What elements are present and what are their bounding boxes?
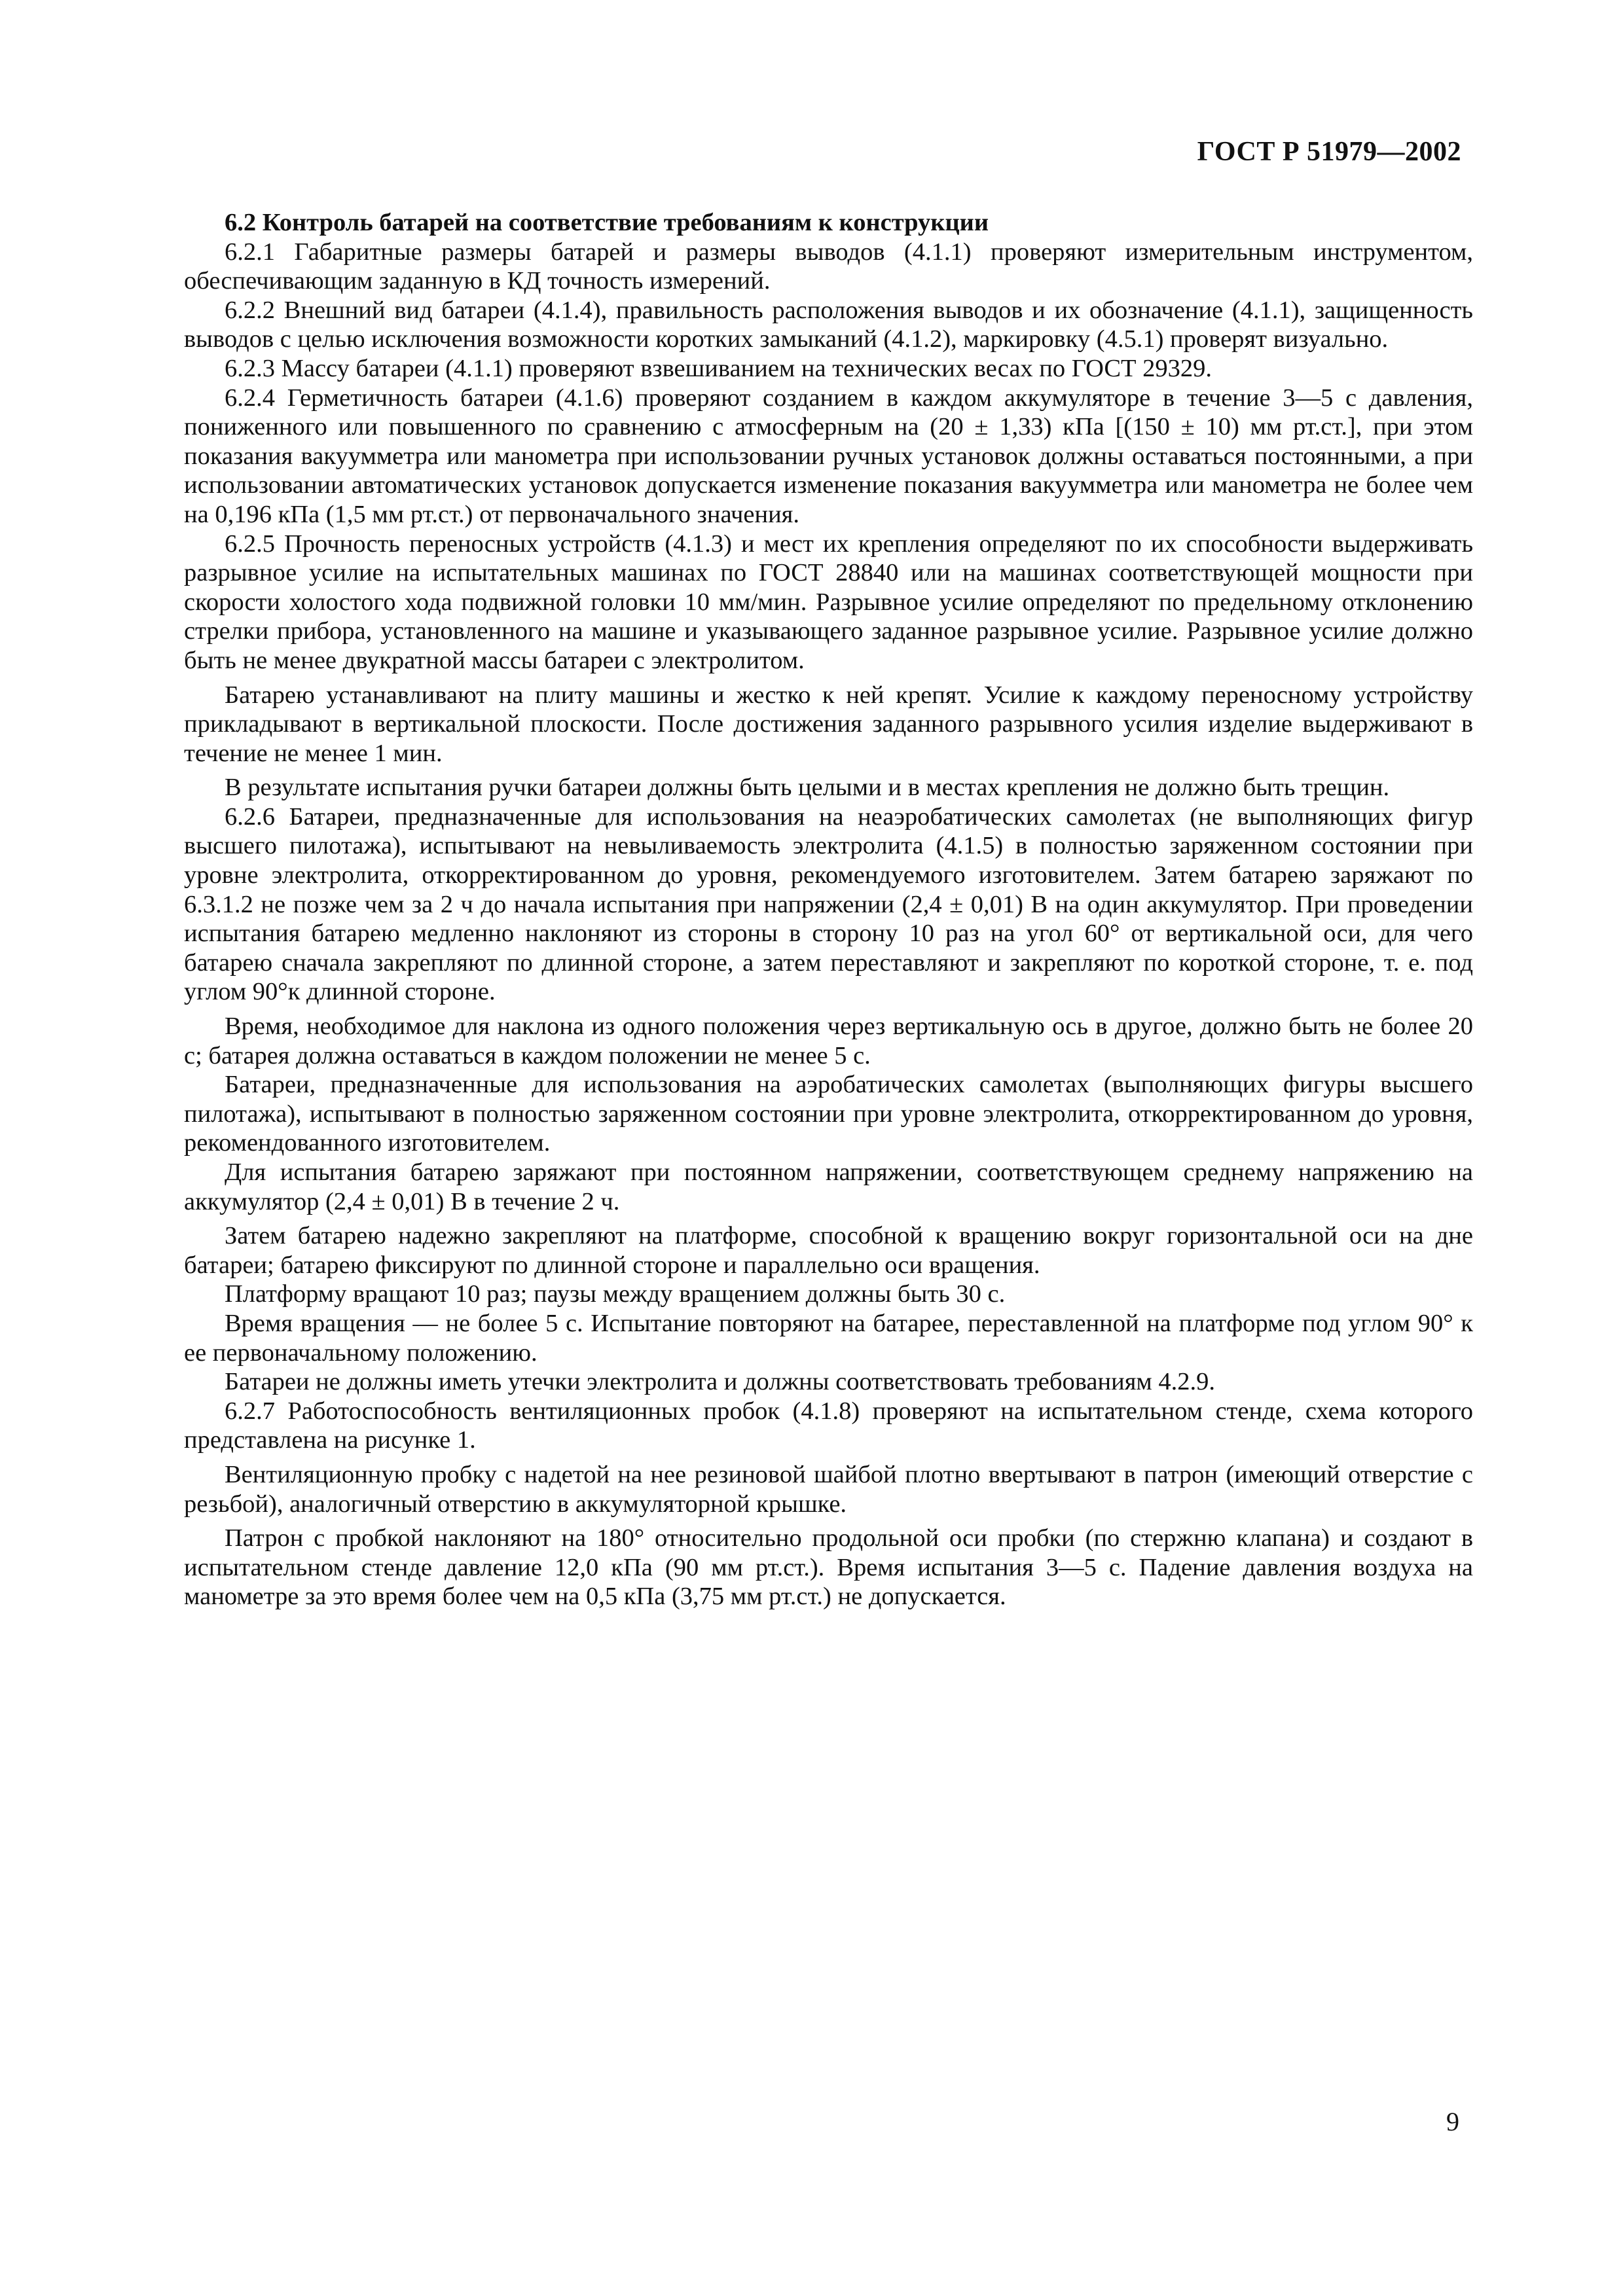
paragraph-6-2-6: 6.2.6 Батареи, предназначенные для использования на неаэробатических самолетах (не выполняющих фигур высшего пилотажа), испытывают на невыливаемость электролита (4.1.5) в полностью заряженном состоянии при уровне электролита, откорректированном до уровня, рекомендуемого изготовителем. Затем батарею заряжают по 6.3.1.2 не позже чем за 2 ч до начала испытания при напряжении (2,4 ± 0,01) В на один аккумулятор. При проведении испытания батарею медленно наклоняют из стороны в сторону 10 раз на угол 60° от вертикальной оси, для чего батарею сначала закрепляют по длинной стороне, а затем переставляют и закрепляют по короткой стороне, т. е. под углом 90°к длинной стороне. — [184, 802, 1473, 1006]
paragraph-6-2-3: 6.2.3 Массу батареи (4.1.1) проверяют взвешиванием на технических весах по ГОСТ 29329. — [225, 354, 1213, 382]
paragraph-6-2-5: 6.2.5 Прочность переносных устройств (4.1.3) и мест их крепления определяют по их способности выдерживать разрывное усилие на испытательных машинах по ГОСТ 28840 или на машинах соответствующей мощности при скорости холостого хода подвижной головки 10 мм/мин. Разрывное усилие определяют по предельному отклонению стрелки прибора, установленного на машине и указывающего заданное разрывное усилие. Разрывное усилие должно быть не менее двукратной массы батареи с электролитом. — [184, 529, 1473, 674]
paragraph-6-2-6-rotation: Платформу вращают 10 раз; паузы между вращением должны быть 30 с. — [225, 1280, 1006, 1308]
paragraph-6-2-6-aerobatic: Батареи, предназначенные для использования на аэробатических самолетах (выполняющих фигуры высшего пилотажа), испытывают в полностью заряженном состоянии при уровне электролита, откорректированном до уровня, рекомендованного изготовителем. — [184, 1071, 1473, 1157]
paragraph-6-2-7-plug: Вентиляционную пробку с надетой на нее резиновой шайбой плотно ввертывают в патрон (имеющий отверстие с резьбой), аналогичный отверстию в аккумуляторной крышке. — [184, 1460, 1473, 1518]
document-code-header: ГОСТ Р 51979—2002 — [1197, 137, 1461, 167]
paragraph-6-2-7-test: Патрон с пробкой наклоняют на 180° относительно продольной оси пробки (по стержню клапана) и создают в испытательном стенде давление 12,0 кПа (90 мм рт.ст.). Время испытания 3—5 с. Падение давления воздуха на манометре за это время более чем на 0,5 кПа (3,75 мм рт.ст.) не допускается. — [184, 1524, 1473, 1611]
paragraph-6-2-6-charge: Для испытания батарею заряжают при постоянном напряжении, соответствующем среднему напряжению на аккумулятор (2,4 ± 0,01) В в течение 2 ч. — [184, 1158, 1473, 1215]
paragraph-6-2-5-result: В результате испытания ручки батареи должны быть целыми и в местах крепления не должно быть трещин. — [225, 774, 1390, 802]
paragraph-6-2-6-platform: Затем батарею надежно закрепляют на платформе, способной к вращению вокруг горизонтальной оси на дне батареи; батарею фиксируют по длинной стороне и параллельно оси вращения. — [184, 1222, 1473, 1279]
paragraph-6-2-6-leakage: Батареи не должны иметь утечки электролита и должны соответствовать требованиям 4.2.9. — [225, 1368, 1216, 1396]
paragraph-6-2-7: 6.2.7 Работоспособность вентиляционных пробок (4.1.8) проверяют на испытательном стенде, схема которого представлена на рисунке 1. — [184, 1397, 1473, 1454]
paragraph-6-2-1: 6.2.1 Габаритные размеры батарей и размеры выводов (4.1.1) проверяют измерительным инструментом, обеспечивающим заданную в КД точность измерений. — [184, 238, 1473, 295]
paragraph-6-2-5-mounting: Батарею устанавливают на плиту машины и жестко к ней крепят. Усилие к каждому переносному устройству прикладывают в вертикальной плоскости. После достижения заданного разрывного усилия изделие выдерживают в течение не менее 1 мин. — [184, 681, 1473, 767]
paragraph-6-2-6-time: Время, необходимое для наклона из одного положения через вертикальную ось в другое, должно быть не более 20 с; батарея должна оставаться в каждом положении не менее 5 с. — [184, 1013, 1473, 1069]
page-number: 9 — [1446, 2107, 1459, 2136]
document-body — [184, 208, 1473, 1611]
section-heading: 6.2 Контроль батарей на соответствие требованиям к конструкции — [225, 209, 989, 236]
paragraph-6-2-6-rotation-time: Время вращения — не более 5 с. Испытание повторяют на батарее, переставленной на платформе под углом 90° к ее первоначальному положению. — [184, 1309, 1473, 1367]
paragraph-6-2-4: 6.2.4 Герметичность батареи (4.1.6) проверяют созданием в каждом аккумуляторе в течение 3—5 с давления, пониженного или повышенного по сравнению с атмосферным на (20 ± 1,33) кПа [(150 ± 10) мм рт.ст.], при этом показания вакуумметра или манометра при использовании ручных установок должны оставаться постоянными, а при использовании автоматических установок допускается изменение показания вакуумметра или манометра не более чем на 0,196 кПа (1,5 мм рт.ст.) от первоначального значения. — [184, 384, 1473, 528]
paragraph-6-2-2: 6.2.2 Внешний вид батареи (4.1.4), правильность расположения выводов и их обозначение (4.1.1), защищенность выводов с целью исключения возможности коротких замыканий (4.1.2), маркировку (4.5.1) проверят визуально. — [184, 296, 1473, 353]
